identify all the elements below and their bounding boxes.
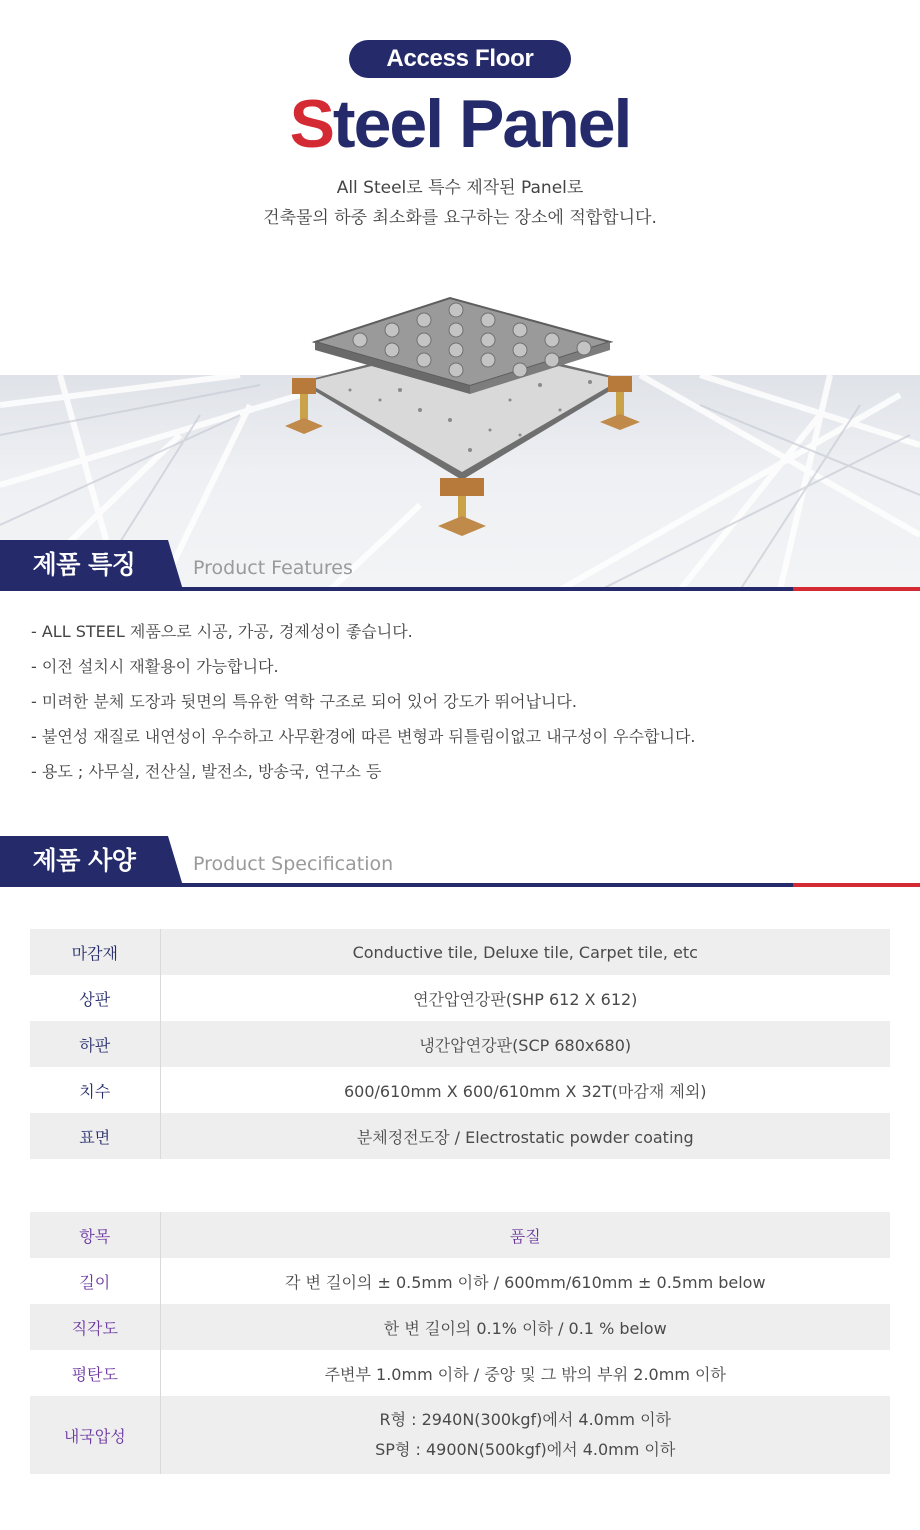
feature-item: - 불연성 재질로 내연성이 우수하고 사무환경에 따른 변형과 뒤틀림이없고 내구성이 우수합니다. [31, 727, 696, 746]
spec-title: 제품 사양 [32, 846, 136, 875]
quality-value-line-1: R형 : 2940N(300kgf)에서 4.0mm 이하 [379, 1410, 671, 1429]
intro-line-1: All Steel로 특수 제작된 Panel로 [336, 178, 584, 198]
spec-value: 분체정전도장 / Electrostatic powder coating [160, 1113, 890, 1159]
intro-line-2: 건축물의 하중 최소화를 요구하는 장소에 적합합니다. [263, 208, 657, 228]
table-row [30, 1067, 890, 1113]
spec-value: Conductive tile, Deluxe tile, Carpet tile, etc [160, 929, 890, 975]
quality-value [160, 1396, 890, 1474]
page-title [0, 86, 920, 162]
spec-value: 600/610mm X 600/610mm X 32T(마감재 제외) [343, 1081, 707, 1101]
quality-value: 한 변 길이의 0.1% 이하 / 0.1 % below [160, 1304, 890, 1350]
spec-divider-blue [0, 883, 793, 887]
table-row [30, 1021, 890, 1067]
features-divider-red [793, 587, 920, 591]
table-row [30, 975, 890, 1021]
spec-key: 하판 [30, 1021, 160, 1067]
spec-key: 마감재 [30, 929, 160, 975]
feature-item: - 미려한 분체 도장과 뒷면의 특유한 역학 구조로 되어 있어 강도가 뛰어납니다. [31, 692, 577, 711]
table-row [30, 1396, 890, 1474]
table-row [30, 1304, 890, 1350]
spec-subtitle: Product Specification [193, 853, 394, 875]
title-accent-letter: S [289, 86, 333, 162]
feature-item: - 용도 ; 사무실, 전산실, 발전소, 방송국, 연구소 등 [31, 762, 382, 781]
spec-key: 치수 [30, 1067, 160, 1113]
spec-value: 연간압연강판(SHP 612 X 612) [413, 989, 638, 1009]
quality-key: 평탄도 [30, 1350, 160, 1396]
quality-key: 내국압성 [30, 1396, 160, 1474]
steel-panel-illustration [0, 290, 920, 550]
quality-header-value: 품질 [160, 1212, 890, 1258]
feature-item: - ALL STEEL 제품으로 시공, 가공, 경제성이 좋습니다. [31, 622, 413, 641]
quality-value: 주변부 1.0mm 이하 / 중앙 및 그 밖의 부위 2.0mm 이하 [324, 1364, 726, 1384]
quality-key: 직각도 [30, 1304, 160, 1350]
table-row [30, 929, 890, 975]
table-row [30, 1258, 890, 1304]
feature-list [31, 620, 891, 795]
spec-key: 표면 [30, 1113, 160, 1159]
spec-value: 냉간압연강판(SCP 680x680) [160, 1021, 890, 1067]
table-header-row [30, 1212, 890, 1258]
spec-table [30, 929, 890, 1159]
features-divider-blue [0, 587, 793, 591]
quality-key: 길이 [30, 1258, 160, 1304]
features-subtitle: Product Features [193, 557, 353, 579]
features-title: 제품 특징 [32, 550, 136, 579]
quality-header-key: 항목 [30, 1212, 160, 1258]
table-row [30, 1350, 890, 1396]
pedestal-front [438, 478, 486, 536]
category-badge: Access Floor [349, 40, 571, 78]
quality-value-line-2: SP형 : 4900N(500kgf)에서 4.0mm 이하 [375, 1440, 676, 1459]
quality-value: 각 변 길이의 ± 0.5mm 이하 / 600mm/610mm ± 0.5mm below [284, 1272, 766, 1292]
quality-table [30, 1212, 890, 1474]
title-rest: teel Panel [332, 86, 631, 162]
table-row [30, 1113, 890, 1159]
spec-divider-red [793, 883, 920, 887]
feature-item: - 이전 설치시 재활용이 가능합니다. [31, 657, 279, 676]
spec-key: 상판 [30, 975, 160, 1021]
